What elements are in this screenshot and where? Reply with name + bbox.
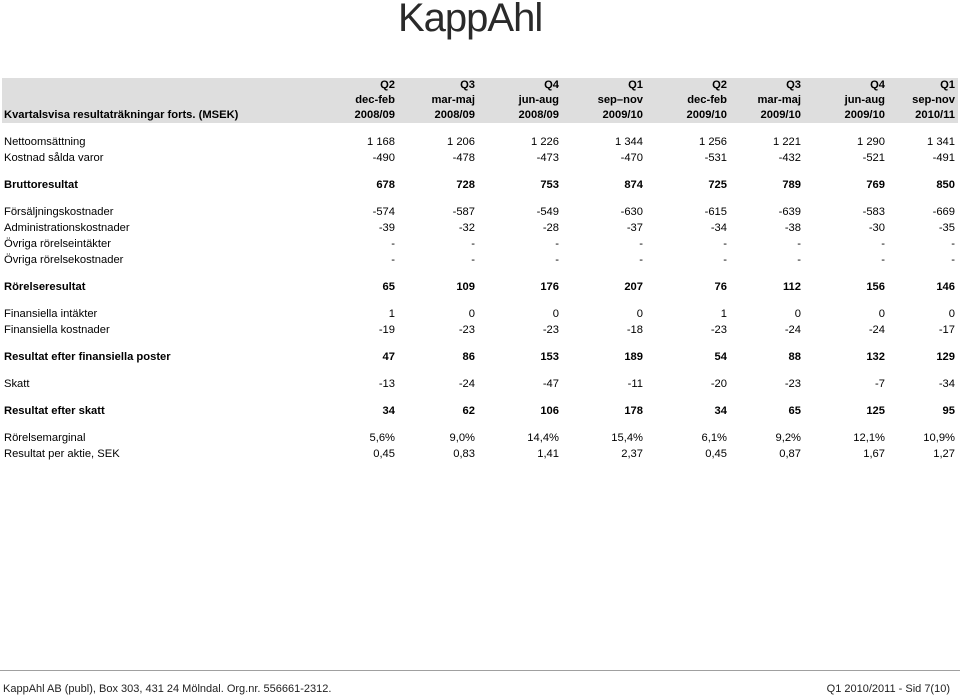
table-cell: 76 xyxy=(714,281,727,293)
table-cell: 10,9% xyxy=(923,432,955,444)
column-header-period: mar-maj xyxy=(431,94,475,106)
table-cell: -587 xyxy=(452,206,475,218)
table-row xyxy=(2,220,958,236)
table-cell: -19 xyxy=(378,324,395,336)
table-cell: - xyxy=(797,238,801,250)
table-cell: -23 xyxy=(784,378,801,390)
column-header-q: Q3 xyxy=(786,79,801,91)
table-cell: 1 341 xyxy=(927,136,955,148)
table-cell: -7 xyxy=(875,378,885,390)
table-body xyxy=(2,123,958,462)
table-row xyxy=(2,236,958,252)
table-cell: 132 xyxy=(866,351,885,363)
table-row xyxy=(2,279,958,295)
table-cell: 1 256 xyxy=(699,136,727,148)
table-cell: 0 xyxy=(636,308,643,320)
row-label: Administrationskostnader xyxy=(4,222,130,234)
row-label: Övriga rörelsekostnader xyxy=(4,254,124,266)
table-cell: -490 xyxy=(372,152,395,164)
table-cell: - xyxy=(555,238,559,250)
table-cell: - xyxy=(723,254,727,266)
table-row xyxy=(2,177,958,193)
table-row xyxy=(2,150,958,166)
footer-company-info: KappAhl AB (publ), Box 303, 431 24 Mölndal. Org.nr. 556661-2312. xyxy=(3,683,332,695)
table-cell: -38 xyxy=(784,222,801,234)
table-cell: 14,4% xyxy=(527,432,559,444)
table-cell: 86 xyxy=(462,351,475,363)
table-cell: 47 xyxy=(382,351,395,363)
table-row xyxy=(2,430,958,446)
row-label: Kostnad sålda varor xyxy=(4,152,104,164)
table-cell: 0,83 xyxy=(453,448,475,460)
table-row xyxy=(2,446,958,462)
table-cell: 1,41 xyxy=(537,448,559,460)
table-cell: - xyxy=(797,254,801,266)
table-cell: 176 xyxy=(540,281,559,293)
column-header-q: Q4 xyxy=(870,79,885,91)
table-cell: 1 221 xyxy=(773,136,801,148)
table-cell: 5,6% xyxy=(369,432,395,444)
row-label: Finansiella intäkter xyxy=(4,308,98,320)
table-cell: -35 xyxy=(938,222,955,234)
table-cell: -473 xyxy=(536,152,559,164)
table-cell: 0,45 xyxy=(373,448,395,460)
column-header-year: 2008/09 xyxy=(354,109,395,121)
table-cell: 769 xyxy=(866,179,885,191)
table-cell: 1 xyxy=(388,308,395,320)
row-label: Rörelseresultat xyxy=(4,281,86,293)
table-cell: 95 xyxy=(942,405,955,417)
table-cell: -23 xyxy=(542,324,559,336)
column-header-year: 2010/11 xyxy=(915,109,955,121)
table-cell: - xyxy=(555,254,559,266)
table-cell: - xyxy=(723,238,727,250)
column-header-period: mar-maj xyxy=(757,94,801,106)
table-cell: 789 xyxy=(782,179,801,191)
table-cell: 850 xyxy=(936,179,955,191)
column-header-period: sep-nov xyxy=(912,94,955,106)
table-cell: -549 xyxy=(536,206,559,218)
column-header-period: dec-feb xyxy=(687,94,727,106)
table-cell: 65 xyxy=(788,405,801,417)
row-label: Försäljningskostnader xyxy=(4,206,114,218)
column-header-q: Q1 xyxy=(940,79,955,91)
column-header-year: 2009/10 xyxy=(686,109,727,121)
column-header-year: 2009/10 xyxy=(844,109,885,121)
table-row xyxy=(2,134,958,150)
table-cell: -28 xyxy=(542,222,559,234)
table-cell: 65 xyxy=(382,281,395,293)
table-cell: -18 xyxy=(626,324,643,336)
column-header-period: jun-aug xyxy=(518,94,559,106)
table-cell: -531 xyxy=(704,152,727,164)
table-cell: -615 xyxy=(704,206,727,218)
table-cell: 0 xyxy=(552,308,559,320)
column-header-q: Q2 xyxy=(712,79,727,91)
table-cell: 1 168 xyxy=(367,136,395,148)
table-cell: 1 290 xyxy=(857,136,885,148)
table-cell: 15,4% xyxy=(611,432,643,444)
row-label: Övriga rörelseintäkter xyxy=(4,238,111,250)
footer-divider xyxy=(0,670,960,671)
table-cell: -13 xyxy=(378,378,395,390)
table-cell: 146 xyxy=(936,281,955,293)
table-cell: 62 xyxy=(462,405,475,417)
column-header-q: Q4 xyxy=(544,79,559,91)
table-cell: -639 xyxy=(778,206,801,218)
row-label: Resultat efter skatt xyxy=(4,405,105,417)
table-cell: -491 xyxy=(932,152,955,164)
table-cell: 178 xyxy=(624,405,643,417)
column-header-period: jun-aug xyxy=(844,94,885,106)
table-cell: -669 xyxy=(932,206,955,218)
table-title: Kvartalsvisa resultaträkningar forts. (MSEK) xyxy=(4,109,239,121)
row-label: Resultat efter finansiella poster xyxy=(4,351,171,363)
table-cell: - xyxy=(391,238,395,250)
table-cell: 753 xyxy=(540,179,559,191)
row-label: Resultat per aktie, SEK xyxy=(4,448,120,460)
table-row xyxy=(2,306,958,322)
row-label: Finansiella kostnader xyxy=(4,324,110,336)
table-row xyxy=(2,376,958,392)
table-row xyxy=(2,322,958,338)
table-cell: -630 xyxy=(620,206,643,218)
table-cell: 207 xyxy=(624,281,643,293)
table-cell: 1 xyxy=(720,308,727,320)
column-header-year: 2009/10 xyxy=(602,109,643,121)
table-cell: - xyxy=(881,238,885,250)
table-cell: -11 xyxy=(627,378,643,390)
column-header-year: 2009/10 xyxy=(760,109,801,121)
table-cell: -32 xyxy=(458,222,475,234)
table-row xyxy=(2,349,958,365)
table-cell: -39 xyxy=(378,222,395,234)
column-header-q: Q1 xyxy=(628,79,643,91)
table-cell: -23 xyxy=(458,324,475,336)
table-cell: -24 xyxy=(868,324,885,336)
table-cell: -37 xyxy=(626,222,643,234)
quarterly-income-table xyxy=(2,78,958,462)
column-header-year: 2008/09 xyxy=(434,109,475,121)
table-cell: 9,2% xyxy=(775,432,801,444)
table-cell: 112 xyxy=(782,281,801,293)
table-cell: - xyxy=(471,254,475,266)
table-cell: 125 xyxy=(866,405,885,417)
footer-page-info: Q1 2010/2011 - Sid 7(10) xyxy=(826,683,950,695)
table-cell: 0 xyxy=(794,308,801,320)
table-cell: -521 xyxy=(862,152,885,164)
table-cell: 1,27 xyxy=(933,448,955,460)
table-header xyxy=(2,78,958,123)
table-cell: 1 344 xyxy=(615,136,643,148)
table-cell: -574 xyxy=(372,206,395,218)
row-label: Nettoomsättning xyxy=(4,136,86,148)
table-cell: 6,1% xyxy=(701,432,727,444)
row-label: Rörelsemarginal xyxy=(4,432,86,444)
kappahl-logo: KappAhl xyxy=(398,0,543,40)
table-cell: - xyxy=(639,254,643,266)
table-cell: -34 xyxy=(938,378,955,390)
table-cell: -583 xyxy=(862,206,885,218)
table-cell: 1 206 xyxy=(447,136,475,148)
table-cell: -23 xyxy=(710,324,727,336)
table-cell: - xyxy=(881,254,885,266)
table-cell: 129 xyxy=(936,351,955,363)
table-cell: 0 xyxy=(468,308,475,320)
table-cell: 9,0% xyxy=(449,432,475,444)
table-cell: 725 xyxy=(708,179,727,191)
column-header-q: Q3 xyxy=(460,79,475,91)
column-header-period: sep–nov xyxy=(597,94,643,106)
table-cell: 153 xyxy=(540,351,559,363)
table-cell: 2,37 xyxy=(621,448,643,460)
table-cell: 0,45 xyxy=(705,448,727,460)
table-cell: -470 xyxy=(620,152,643,164)
table-cell: 34 xyxy=(714,405,727,417)
table-cell: -34 xyxy=(710,222,727,234)
row-label: Bruttoresultat xyxy=(4,179,78,191)
table-cell: 54 xyxy=(714,351,727,363)
table-cell: -30 xyxy=(868,222,885,234)
table-cell: 12,1% xyxy=(853,432,885,444)
table-row xyxy=(2,403,958,419)
table-row xyxy=(2,204,958,220)
table-cell: -17 xyxy=(938,324,955,336)
table-cell: 678 xyxy=(376,179,395,191)
table-cell: 189 xyxy=(624,351,643,363)
table-cell: - xyxy=(391,254,395,266)
table-cell: -432 xyxy=(778,152,801,164)
table-cell: 156 xyxy=(866,281,885,293)
table-cell: - xyxy=(471,238,475,250)
table-cell: -24 xyxy=(458,378,475,390)
table-cell: 874 xyxy=(624,179,643,191)
table-cell: 1,67 xyxy=(863,448,885,460)
table-cell: 88 xyxy=(788,351,801,363)
table-cell: 0 xyxy=(948,308,955,320)
table-cell: 106 xyxy=(540,405,559,417)
table-cell: - xyxy=(951,238,955,250)
table-cell: 0,87 xyxy=(779,448,801,460)
column-header-q: Q2 xyxy=(380,79,395,91)
table-cell: 0 xyxy=(878,308,885,320)
table-cell: -478 xyxy=(452,152,475,164)
column-header-period: dec-feb xyxy=(355,94,395,106)
table-cell: - xyxy=(639,238,643,250)
table-cell: -24 xyxy=(784,324,801,336)
table-cell: 728 xyxy=(456,179,475,191)
row-label: Skatt xyxy=(4,378,30,390)
table-cell: 109 xyxy=(456,281,475,293)
column-header-year: 2008/09 xyxy=(518,109,559,121)
table-cell: - xyxy=(951,254,955,266)
table-cell: 1 226 xyxy=(531,136,559,148)
table-cell: -47 xyxy=(542,378,559,390)
table-cell: 34 xyxy=(382,405,395,417)
table-row xyxy=(2,252,958,268)
table-cell: -20 xyxy=(710,378,727,390)
